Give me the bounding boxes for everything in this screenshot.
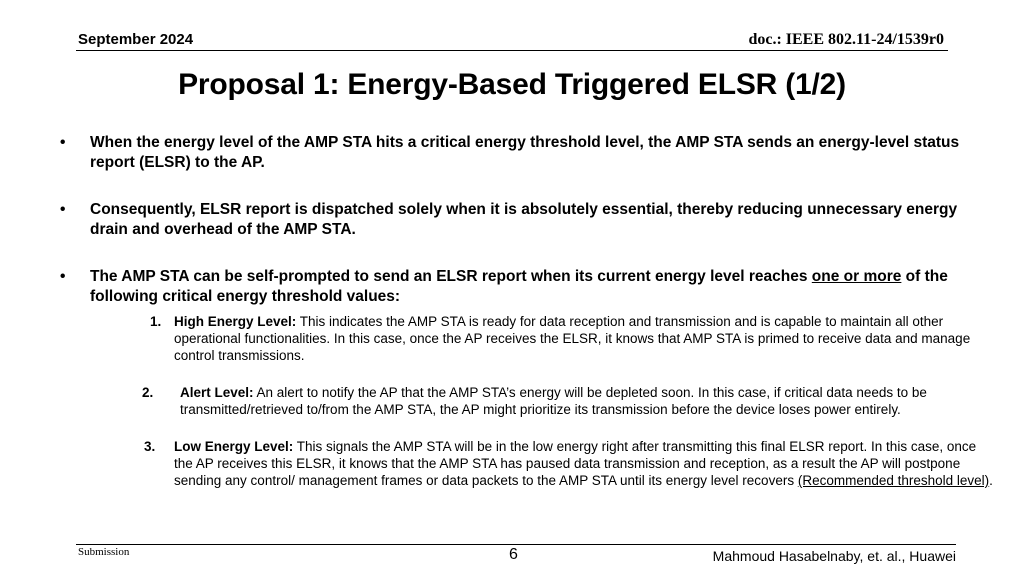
bullet-marker: • [60, 268, 66, 285]
sub-item-low-energy [144, 438, 994, 489]
bullet-underlined-text: one or more [811, 268, 902, 285]
sub-item-number: 2. [142, 385, 154, 400]
sub-item-text: This indicates the AMP STA is ready for data reception and transmission and is capable to maintain all other operational functionalities. In this case, once the AP receives the ELSR, it knows that AMP STA is primed to receive data and manage control transmissions. [174, 314, 971, 363]
footer-rule [76, 544, 956, 545]
bullet-list [60, 133, 993, 489]
sub-item-underlined-text: (Recommended threshold level) [797, 473, 990, 488]
footer-author: Mahmoud Hasabelnaby, et. al., Huawei [712, 548, 956, 564]
header-rule [76, 50, 948, 51]
bullet-text: The AMP STA can be self-prompted to send an ELSR report when its current energy level reaches [90, 268, 812, 285]
bullet-text-tail: of the following critical energy threshold values: [90, 268, 948, 305]
slide-title: Proposal 1: Energy-Based Triggered ELSR (1/2) [178, 68, 846, 101]
sub-item-text: This signals the AMP STA will be in the low energy right after transmitting this final ELSR report. In this case, once the AP receives this ELSR, it knows that the AMP STA has paused data transmission and reception, as a result the AP will postpone sending any control/ management frames or data packets to the AMP STA until its energy level recovers [174, 439, 977, 488]
header-date: September 2024 [78, 31, 194, 48]
page-number: 6 [509, 546, 518, 563]
bullet-item [60, 267, 993, 489]
bullet-marker: • [60, 201, 66, 218]
sub-item-label: High Energy Level: [174, 314, 297, 329]
sub-item-number: 3. [144, 439, 156, 454]
sub-item-number: 1. [150, 314, 162, 329]
bullet-marker: • [60, 134, 66, 151]
bullet-text: Consequently, ELSR report is dispatched solely when it is absolutely essential, thereby reducing unnecessary energy drain and overhead of the AMP STA. [90, 201, 958, 238]
sub-item-text-tail: . [989, 473, 993, 488]
sub-item-label: Low Energy Level: [174, 439, 294, 454]
bullet-item [60, 200, 960, 240]
sub-item-high-energy [150, 313, 994, 364]
sub-item-label: Alert Level: [180, 385, 254, 400]
sub-item-text: An alert to notify the AP that the AMP STA’s energy will be depleted soon. In this case, if critical data needs to be transmitted/retrieved to/from the AMP STA, the AP might prioritize its transmission before the device loses power entirely. [180, 385, 927, 417]
footer-submission: Submission [78, 546, 130, 558]
bullet-item [60, 133, 960, 173]
header-doc-id: doc.: IEEE 802.11-24/1539r0 [748, 31, 944, 48]
bullet-text: When the energy level of the AMP STA hits a critical energy threshold level, the AMP STA sends an energy-level status report (ELSR) to the AP. [90, 134, 960, 171]
sub-item-alert [142, 384, 970, 418]
